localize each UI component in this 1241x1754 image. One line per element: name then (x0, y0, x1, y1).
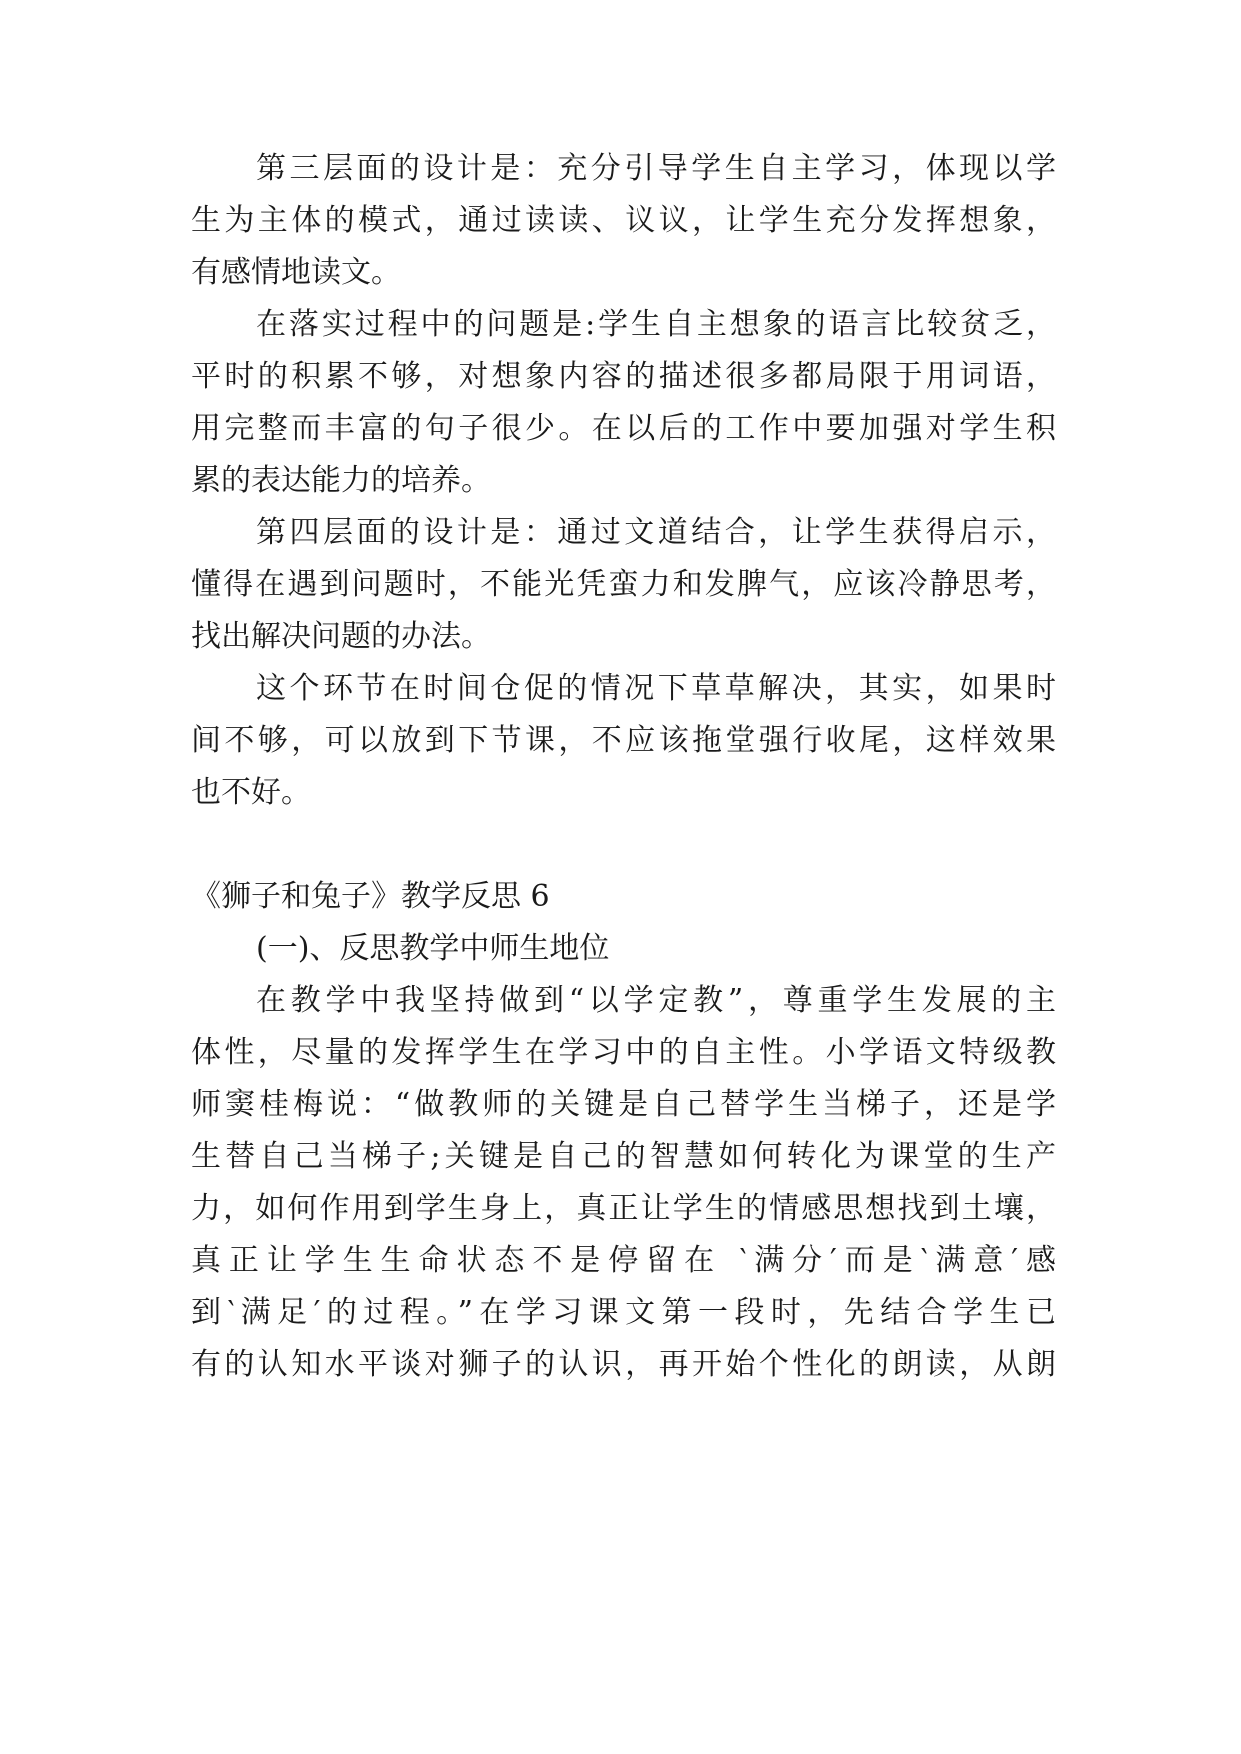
paragraph-line: 平时的积累不够，对想象内容的描述很多都局限于用词语， (191, 359, 1056, 394)
paragraph-line: 在落实过程中的问题是:学生自主想象的语言比较贫乏， (256, 307, 1056, 342)
paragraph-line: 到‵满足′的过程。”在学习课文第一段时，先结合学生已 (191, 1295, 1056, 1330)
paragraph-line: 间不够，可以放到下节课，不应该拖堂强行收尾，这样效果 (191, 723, 1056, 758)
section-title: 《狮子和兔子》教学反思 6 (191, 879, 550, 914)
paragraph-line: 也不好。 (191, 775, 311, 810)
paragraph-line: 懂得在遇到问题时，不能光凭蛮力和发脾气，应该冷静思考， (191, 567, 1056, 602)
paragraph-line: 在教学中我坚持做到“以学定教”，尊重学生发展的主 (256, 983, 1056, 1018)
paragraph-line: 体性，尽量的发挥学生在学习中的自主性。小学语文特级教 (191, 1035, 1056, 1070)
paragraph-line: 生替自己当梯子;关键是自己的智慧如何转化为课堂的生产 (191, 1139, 1056, 1174)
paragraph-line: 师窦桂梅说：“做教师的关键是自己替学生当梯子，还是学 (191, 1087, 1056, 1122)
paragraph-line: 这个环节在时间仓促的情况下草草解决，其实，如果时 (256, 671, 1056, 706)
paragraph-line: 真正让学生生命状态不是停留在 ‵满分′而是‵满意′感 (191, 1243, 1056, 1278)
paragraph-line: 第四层面的设计是：通过文道结合，让学生获得启示， (256, 515, 1056, 550)
paragraph-line: 用完整而丰富的句子很少。在以后的工作中要加强对学生积 (191, 411, 1056, 446)
paragraph-line: 累的表达能力的培养。 (191, 463, 491, 498)
paragraph-line: 找出解决问题的办法。 (191, 619, 491, 654)
section-subheading: (一)、反思教学中师生地位 (256, 931, 610, 966)
paragraph-line: 力，如何作用到学生身上，真正让学生的情感思想找到土壤， (191, 1191, 1056, 1226)
paragraph-line: 生为主体的模式，通过读读、议议，让学生充分发挥想象， (191, 203, 1056, 238)
paragraph-line: 有的认知水平谈对狮子的认识，再开始个性化的朗读，从朗 (191, 1347, 1056, 1382)
paragraph-line: 第三层面的设计是：充分引导学生自主学习，体现以学 (256, 151, 1056, 186)
paragraph-line: 有感情地读文。 (191, 255, 401, 290)
